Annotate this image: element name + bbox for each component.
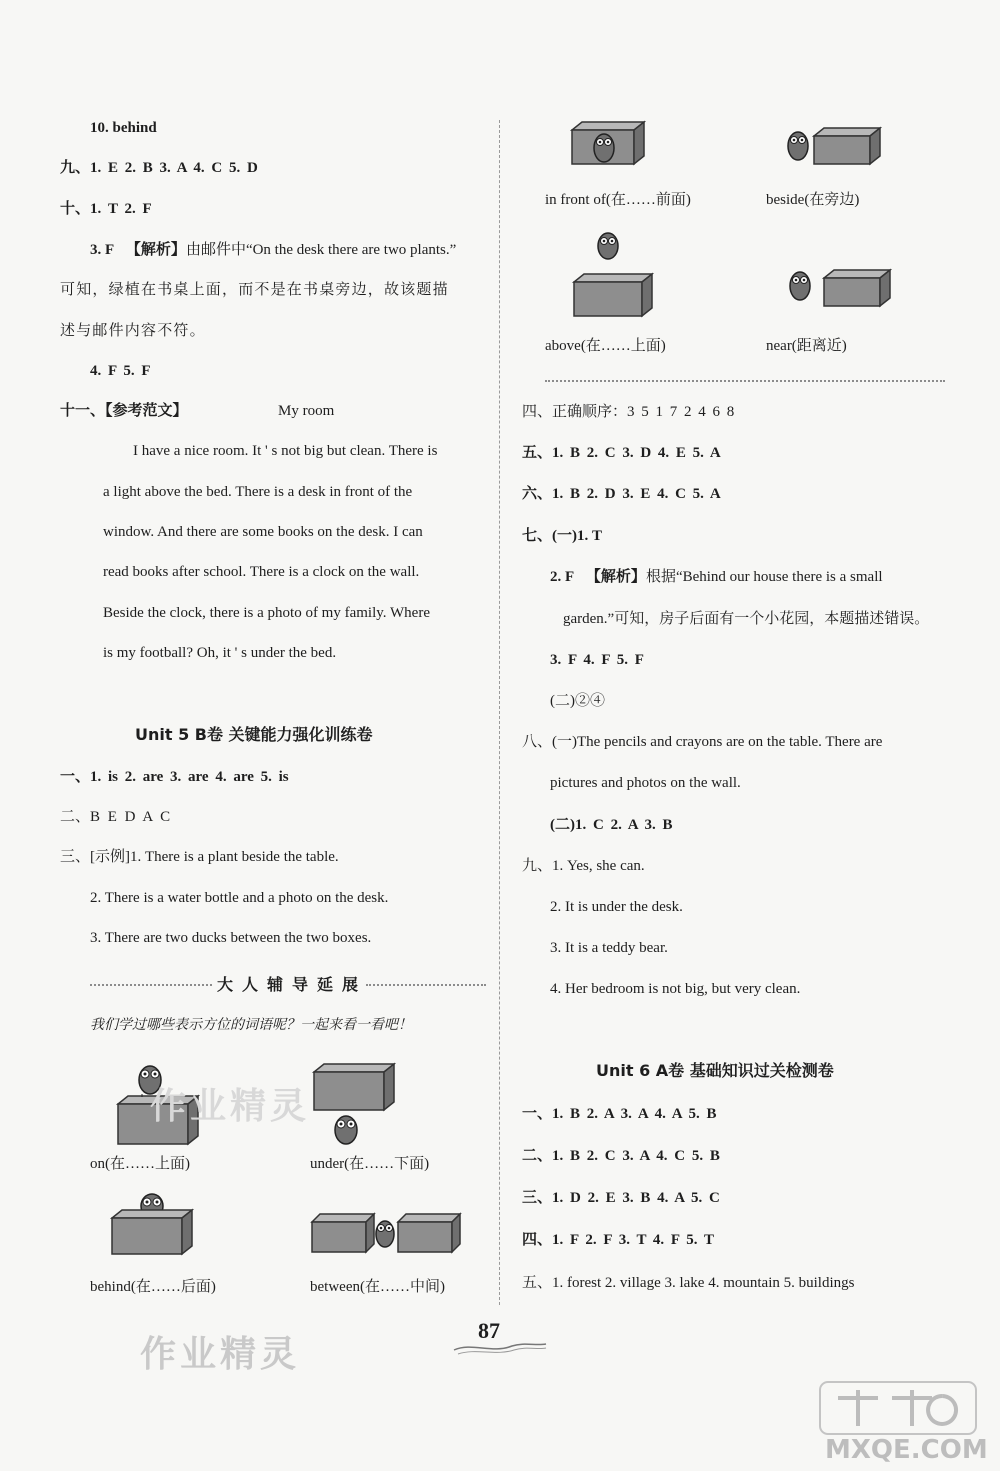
essay-line: Beside the clock, there is a photo of my family. Where <box>103 605 430 621</box>
owl-icon <box>335 1116 357 1144</box>
label-behind: behind(在……后面) <box>90 1279 216 1295</box>
answer-line: 九、1. Yes, she can. <box>522 858 645 874</box>
label-between: between(在……中间) <box>310 1279 445 1295</box>
answer-line: 10. behind <box>90 120 157 136</box>
owl-icon <box>788 132 808 160</box>
answer-number: 3. F <box>90 242 115 258</box>
above-illustration <box>570 230 656 320</box>
answer-line: 九、1. E 2. B 3. A 4. C 5. D <box>60 160 258 176</box>
owl-icon <box>376 1221 394 1247</box>
divider <box>90 984 212 986</box>
answer-line: 2. It is under the desk. <box>550 899 683 915</box>
answer-line: 二、B E D A C <box>60 809 171 825</box>
analysis-text: 根据“Behind our house there is a small <box>645 569 883 585</box>
answer-line: 一、1. is 2. are 3. are 4. are 5. is <box>60 769 289 785</box>
between-illustration <box>310 1208 462 1258</box>
answer-line: 4. F 5. F <box>90 363 151 379</box>
answer-line: 3. F 4. F 5. F <box>550 652 644 668</box>
answer-line: 五、1. forest 2. village 3. lake 4. mountain 5. buildings <box>522 1275 855 1291</box>
answer-line: 3. There are two ducks between the two boxes. <box>90 930 372 946</box>
label-beside: beside(在旁边) <box>766 192 860 208</box>
analysis-text: 可知，绿植在书桌上面，而不是在书桌旁边，故该题描 <box>60 282 449 298</box>
essay-title: My room <box>278 403 335 419</box>
page-number: 87 <box>478 1318 500 1343</box>
divider <box>366 984 486 986</box>
analysis-text: garden.”可知，房子后面有一个小花园，本题描述错误。 <box>563 611 930 627</box>
divider <box>545 380 945 382</box>
answer-line: 五、1. B 2. C 3. D 4. E 5. A <box>522 445 721 461</box>
answer-line: 四、1. F 2. F 3. T 4. F 5. T <box>522 1232 715 1248</box>
watermark: 作业精灵 <box>150 1085 311 1127</box>
owl-icon <box>790 272 810 300</box>
owl-icon <box>594 134 614 162</box>
banner-title: 大人辅导延展 <box>217 975 368 994</box>
essay-line: read books after school. There is a clock on the wall. <box>103 564 420 580</box>
answer-line: 六、1. B 2. D 3. E 4. C 5. A <box>522 486 721 502</box>
answer-line: pictures and photos on the wall. <box>550 775 741 791</box>
answer-line: 四、正确顺序：3 5 1 7 2 4 6 8 <box>522 404 735 420</box>
analysis-tag: 【解析】 <box>585 569 646 585</box>
answer-line: 4. Her bedroom is not big, but very clean. <box>550 981 801 997</box>
under-illustration <box>310 1060 402 1150</box>
essay-line: is my football? Oh, it ' s under the bed. <box>103 645 337 661</box>
answer-line: 2. There is a water bottle and a photo on the desk. <box>90 890 389 906</box>
answer-number: 2. F <box>550 569 575 585</box>
section-heading-unit5: Unit 5 B卷 关键能力强化训练卷 <box>135 725 373 744</box>
in-front-of-illustration <box>568 118 650 168</box>
column-divider <box>499 120 500 1305</box>
owl-icon <box>598 233 618 259</box>
watermark: 作业精灵 <box>140 1333 301 1375</box>
answer-line: 二、1. B 2. C 3. A 4. C 5. B <box>522 1148 720 1164</box>
answer-line: 一、1. B 2. A 3. A 4. A 5. B <box>522 1106 717 1122</box>
behind-illustration <box>108 1192 200 1258</box>
analysis-text: 由邮件中“On the desk there are two plants.” <box>185 242 457 258</box>
answer-line: 七、(一)1. T <box>522 528 602 544</box>
answer-line: 三、[示例]1. There is a plant beside the table. <box>60 849 339 865</box>
label-near: near(距离近) <box>766 338 847 354</box>
answer-line: (二)1. C 2. A 3. B <box>550 817 673 833</box>
label-in-front-of: in front of(在……前面) <box>545 192 691 208</box>
answer-line <box>90 240 456 260</box>
logo-watermark <box>818 1378 978 1438</box>
essay-line: window. And there are some books on the desk. I can <box>103 524 423 540</box>
page-ornament <box>452 1340 548 1356</box>
section-heading-unit6: Unit 6 A卷 基础知识过关检测卷 <box>596 1061 834 1080</box>
essay-label: 十一、【参考范文】 <box>60 403 188 419</box>
essay-line: I have a nice room. It ' s not big but clean. There is <box>133 443 438 459</box>
near-illustration <box>788 266 892 308</box>
essay-line: a light above the bed. There is a desk in front of the <box>103 484 413 500</box>
analysis-text: 述与邮件内容不符。 <box>60 323 206 339</box>
answer-line: 三、1. D 2. E 3. B 4. A 5. C <box>522 1190 720 1206</box>
label-on: on(在……上面) <box>90 1156 190 1172</box>
intro-text: 我们学过哪些表示方位的词语呢？一起来看一看吧！ <box>90 1017 412 1033</box>
answer-line: 3. It is a teddy bear. <box>550 940 668 956</box>
label-under: under(在……下面) <box>310 1156 430 1172</box>
label-above: above(在……上面) <box>545 338 666 354</box>
answer-line: (二)②④ <box>550 693 605 709</box>
logo-text: MXQE.COM <box>825 1435 988 1465</box>
answer-line: 十、1. T 2. F <box>60 201 152 217</box>
beside-illustration <box>786 124 882 166</box>
analysis-tag: 【解析】 <box>125 242 186 258</box>
answer-line <box>550 567 883 587</box>
answer-line: 八、(一)The pencils and crayons are on the table. There are <box>522 734 883 750</box>
